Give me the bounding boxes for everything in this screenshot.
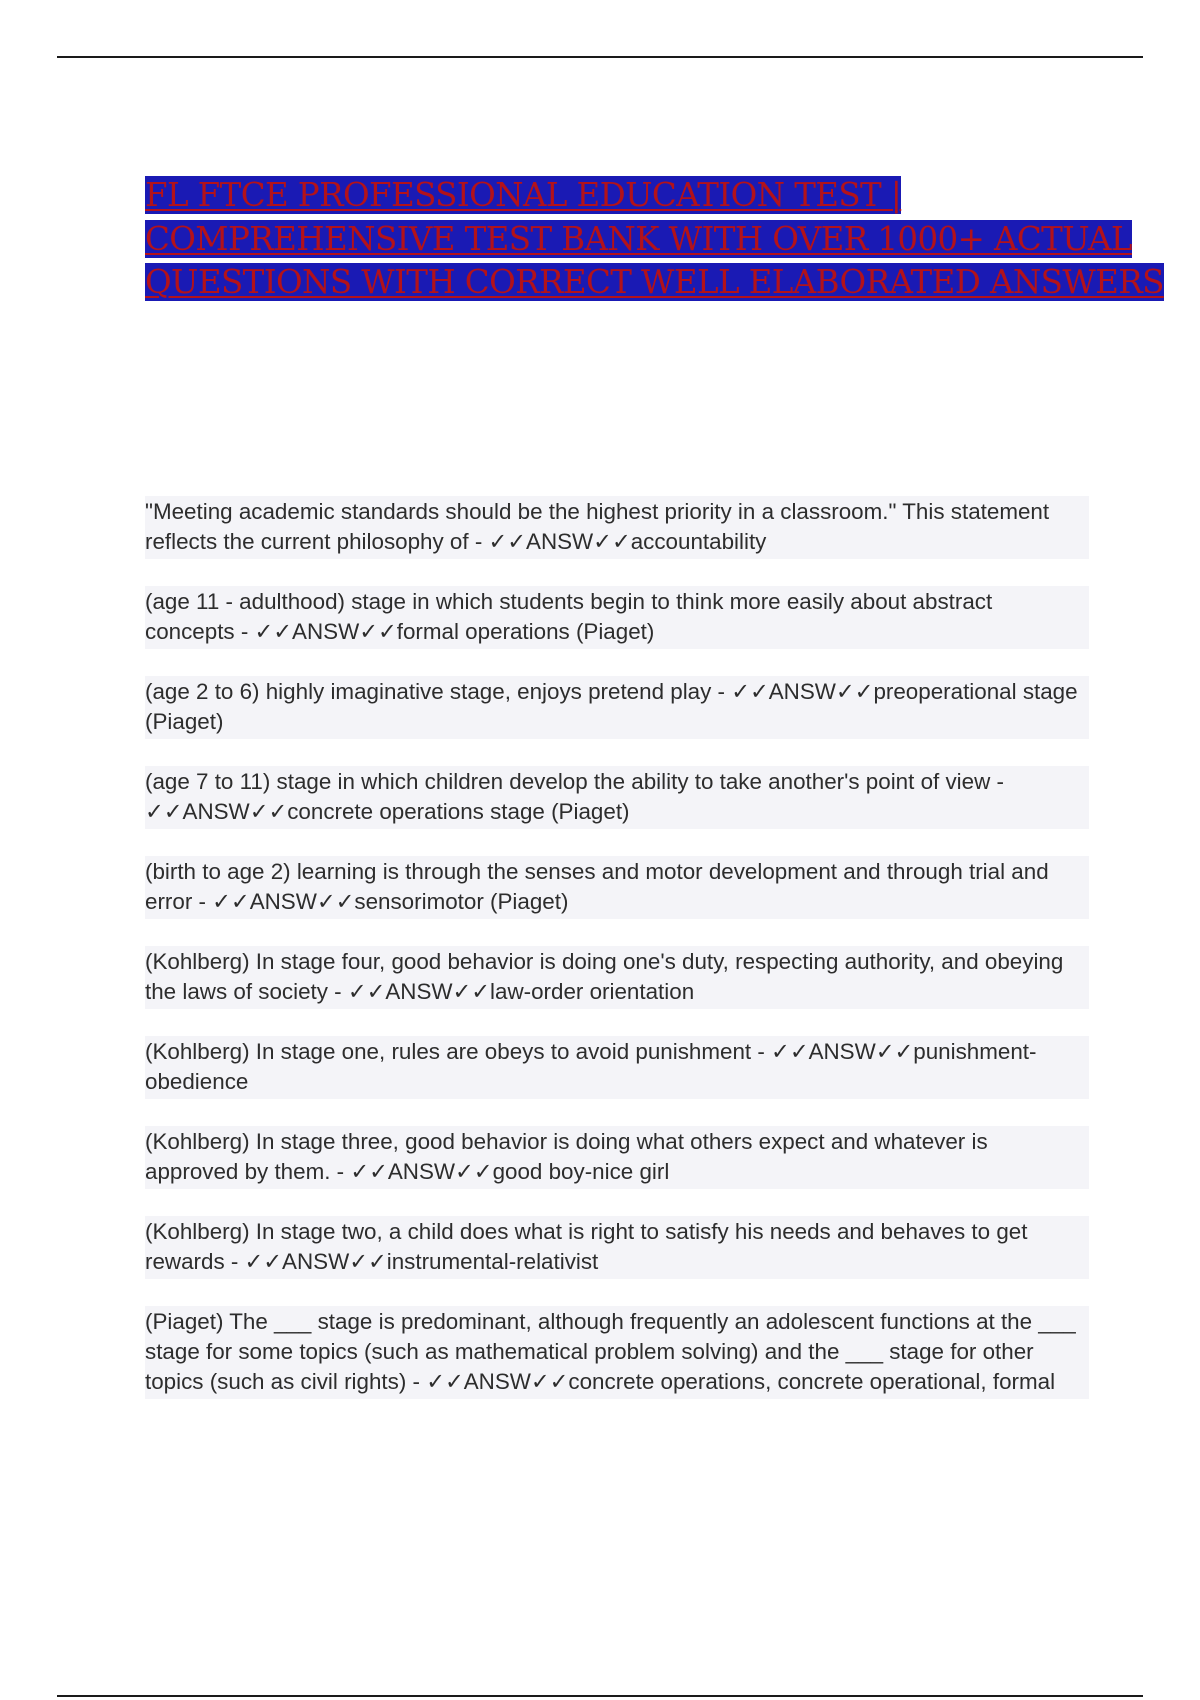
- top-rule: [57, 56, 1143, 58]
- qa-item-punishment-obedience: (Kohlberg) In stage one, rules are obeys to avoid punishment - ✓✓ANSW✓✓punishment-obedience: [145, 1036, 1089, 1099]
- title-line-3: QUESTIONS WITH CORRECT WELL ELABORATED ANSWERS: [145, 263, 1164, 301]
- qa-item-good-boy-nice-girl: (Kohlberg) In stage three, good behavior is doing what others expect and whatever is approved by them. - ✓✓ANSW✓✓good boy-nice girl: [145, 1126, 1089, 1189]
- qa-item-concrete-operations: (age 7 to 11) stage in which children develop the ability to take another's point of view - ✓✓ANSW✓✓concrete operations stage (Piaget): [145, 766, 1089, 829]
- bottom-rule: [57, 1695, 1143, 1697]
- qa-item-accountability: "Meeting academic standards should be the highest priority in a classroom." This statement reflects the current philosophy of - ✓✓ANSW✓✓accountability: [145, 496, 1089, 559]
- qa-item-law-order: (Kohlberg) In stage four, good behavior is doing one's duty, respecting authority, and obeying the laws of society - ✓✓ANSW✓✓law-order orientation: [145, 946, 1089, 1009]
- document-title: [145, 174, 1164, 305]
- qa-item-sensorimotor: (birth to age 2) learning is through the senses and motor development and through trial and error - ✓✓ANSW✓✓sensorimotor (Piaget): [145, 856, 1089, 919]
- qa-item-preoperational: (age 2 to 6) highly imaginative stage, enjoys pretend play - ✓✓ANSW✓✓preoperational stage (Piaget): [145, 676, 1089, 739]
- qa-item-instrumental-relativist: (Kohlberg) In stage two, a child does what is right to satisfy his needs and behaves to get rewards - ✓✓ANSW✓✓instrumental-relativist: [145, 1216, 1089, 1279]
- title-line-2: COMPREHENSIVE TEST BANK WITH OVER 1000+ ACTUAL: [145, 219, 1132, 258]
- title-line-1: FL FTCE PROFESSIONAL EDUCATION TEST |: [145, 176, 902, 214]
- qa-item-piaget-blanks: (Piaget) The ___ stage is predominant, although frequently an adolescent functions at the ___ stage for some topics (such as mathematical problem solving) and the ___ stage for other topics (such as civil rights) - ✓✓ANSW✓✓concrete operations, concrete operational, formal: [145, 1306, 1089, 1399]
- qa-item-formal-operations: (age 11 - adulthood) stage in which students begin to think more easily about abstract concepts - ✓✓ANSW✓✓formal operations (Piaget): [145, 586, 1089, 649]
- question-answer-list: [145, 496, 1105, 1426]
